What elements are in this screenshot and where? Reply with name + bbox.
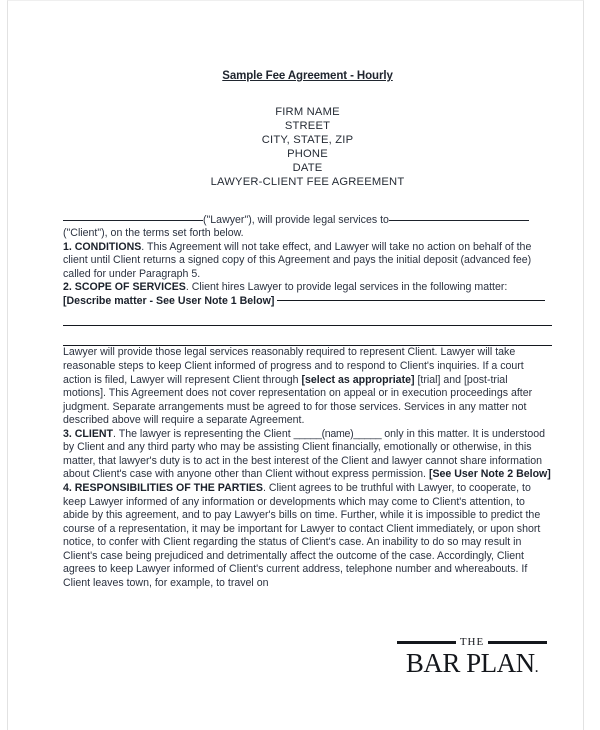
describe-matter-blank-1[interactable]: [277, 300, 545, 301]
parties-intro: [63, 214, 552, 241]
select-as-appropriate-note: [select as appropriate]: [301, 373, 415, 386]
scope-paragraph-part1: Lawyer will provide those legal services reasonably required to represent Client. Lawyer will take reasonable steps to keep Client informed of progress and to respond to Client's inquiries. If a court action is filed, Lawyer will represent Client through: [63, 346, 524, 386]
client-name-blank[interactable]: [389, 220, 529, 221]
user-note-2-reference: [See User Note 2 Below]: [428, 468, 551, 481]
logo-rule-left: [397, 641, 456, 644]
section-client-body-before: . The lawyer is representing the Client: [113, 427, 294, 440]
logo-top-row: [397, 637, 547, 648]
firm-date-line: DATE: [292, 162, 323, 175]
describe-matter-blank-2[interactable]: [63, 325, 552, 326]
client-name-fill-blank[interactable]: _____(name)_____: [293, 427, 382, 440]
document-content: [63, 1, 552, 590]
logo-name-text: BAR PLAN: [405, 648, 535, 678]
section-scope: [63, 281, 552, 308]
section-client-body-after: only in this matter. It is understood by Client and any third party who may be assisting Client financially, emotionally or otherwise, in this matter, that lawyer's duty is to act in the best interest of the Client and lawyer cannot share information about Client's case with anyone other than Client without express permission.: [63, 427, 545, 481]
scope-paragraph: [63, 346, 552, 427]
logo-rule-right: [488, 641, 547, 644]
agreement-subtitle-line: LAWYER-CLIENT FEE AGREEMENT: [210, 176, 405, 189]
document-page: [7, 0, 584, 730]
page-title: Sample Fee Agreement - Hourly: [222, 70, 393, 82]
firm-name-line: FIRM NAME: [275, 106, 340, 118]
firm-street-line: STREET: [284, 120, 331, 133]
logo-period: .: [534, 659, 539, 676]
client-intro-text: ("Client"), on the terms set forth below.: [63, 227, 244, 240]
section-responsibilities-body: . Client agrees to be truthful with Lawyer, to cooperate, to keep Lawyer informed of any information or developments which may come to Client's attention, to abide by this agreement, and to pay Lawyer's bills on time. Further, while it is impossible to predict the course of a representation, it may be important for Lawyer to contact Client immediately, or upon short notice, to confer with Client regarding the status of Client's case. An inability to do so may result in Client's case being prejudiced and detrimentally affect the outcome of the case. Accordingly, Client agrees to keep Lawyer informed of Client's current address, telephone number and whereabouts. If Client leaves town, for example, to travel on: [63, 481, 541, 589]
lawyer-name-blank[interactable]: [63, 220, 203, 221]
bar-plan-logo: [397, 637, 547, 682]
section-responsibilities-heading: 4. RESPONSIBILITIES OF THE PARTIES: [63, 481, 263, 494]
firm-city-state-zip-line: CITY, STATE, ZIP: [261, 134, 354, 147]
logo-the-text: THE: [459, 636, 485, 648]
lawyer-intro-text: ("Lawyer"), will provide legal services to: [203, 213, 389, 226]
section-responsibilities: [63, 482, 552, 590]
describe-matter-note: [Describe matter - See User Note 1 Below]: [63, 294, 275, 307]
logo-name-row: [397, 649, 547, 682]
section-client: [63, 428, 552, 482]
section-conditions-heading: 1. CONDITIONS: [63, 240, 142, 253]
section-scope-heading: 2. SCOPE OF SERVICES: [63, 281, 186, 294]
scope-paragraph-part2: [trial] and [post-trial motions]. This Agreement does not cover representation on appeal or in execution proceedings after judgment. Separate arrangements must be agreed to for those services. Services in any matter not described above will require a separate Agreement.: [63, 373, 533, 427]
section-conditions-body: . This Agreement will not take effect, and Lawyer will take no action on behalf of the client until Client returns a signed copy of this Agreement and pays the initial deposit (advanced fee) called for under Paragraph 5.: [63, 240, 532, 280]
firm-phone-line: PHONE: [287, 148, 328, 161]
section-scope-body: . Client hires Lawyer to provide legal services in the following matter:: [185, 281, 508, 294]
section-conditions: [63, 241, 552, 282]
section-client-heading: 3. CLIENT: [63, 427, 114, 440]
firm-header-block: [63, 105, 552, 190]
